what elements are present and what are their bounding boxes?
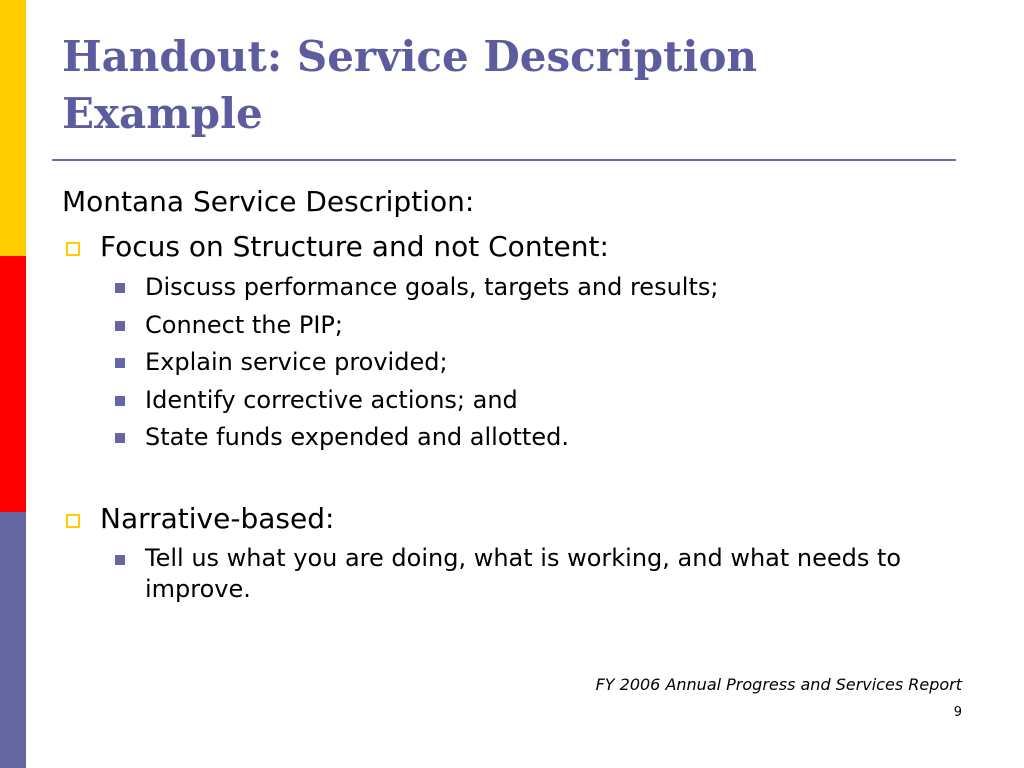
list-item: Tell us what you are doing, what is working, and what needs to improve. — [145, 544, 902, 603]
square-bullet-icon — [115, 283, 125, 293]
hollow-square-bullet-icon — [66, 242, 80, 256]
list-item: Discuss performance goals, targets and results; — [145, 273, 719, 301]
footer-report-title: FY 2006 Annual Progress and Services Report — [595, 675, 962, 694]
slide-title-line-1: Handout: Service Description — [62, 32, 758, 81]
side-bar-red — [0, 256, 26, 512]
section-heading-structure: Focus on Structure and not Content: — [100, 230, 609, 263]
hollow-square-bullet-icon — [66, 514, 80, 528]
side-bar-blue — [0, 512, 26, 768]
square-bullet-icon — [115, 321, 125, 331]
side-bar-yellow — [0, 0, 26, 256]
list-item: Connect the PIP; — [145, 311, 343, 339]
slide-title-line-2: Example — [62, 89, 263, 138]
list-item: Explain service provided; — [145, 348, 448, 376]
list-item: State funds expended and allotted. — [145, 423, 569, 451]
slide-title — [62, 28, 962, 142]
page-number: 9 — [953, 705, 962, 720]
square-bullet-icon — [115, 433, 125, 443]
intro-text: Montana Service Description: — [62, 185, 475, 218]
list-item: Identify corrective actions; and — [145, 386, 518, 414]
square-bullet-icon — [115, 555, 125, 565]
section-heading-narrative: Narrative-based: — [100, 502, 335, 535]
square-bullet-icon — [115, 358, 125, 368]
square-bullet-icon — [115, 396, 125, 406]
title-divider — [52, 159, 956, 161]
